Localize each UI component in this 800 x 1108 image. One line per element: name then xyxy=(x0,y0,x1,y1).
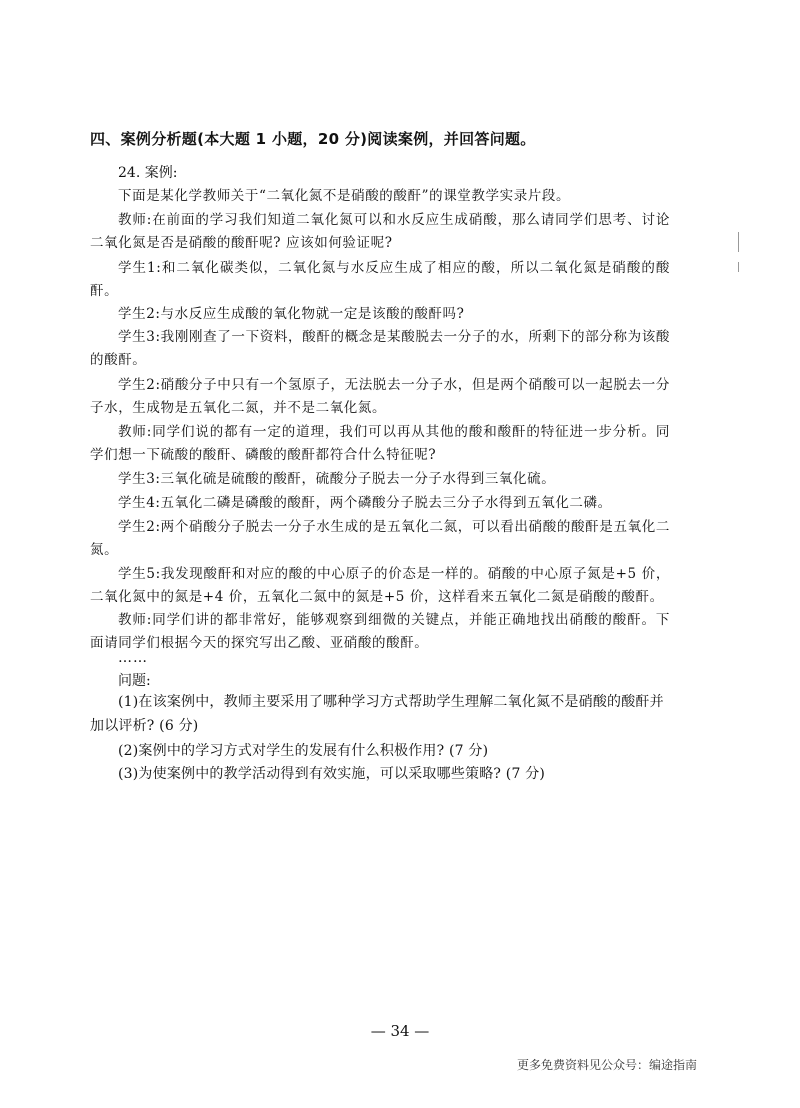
dialogue-student-4: 学生4:五氧化二磷是磷酸的酸酐，两个磷酸分子脱去三分子水得到五氧化二磷。 xyxy=(118,495,612,511)
dialogue-teacher-1: 教师:在前面的学习我们知道二氧化氮可以和水反应生成硝酸，那么请同学们思考、讨论二氧化氮是否是硝酸的酸酐呢? 应该如何验证呢? xyxy=(90,212,670,251)
dialogue-student-2b: 学生2:硝酸分子中只有一个氢原子，无法脱去一分子水，但是两个硝酸可以一起脱去一分子水，生成物是五氧化二氮，并不是二氧化氮。 xyxy=(90,377,670,416)
question-header: 24. 案例: xyxy=(118,165,178,181)
dialogue-teacher-2: 教师:同学们说的都有一定的道理，我们可以再从其他的酸和酸酐的特征进一步分析。同学们想一下硫酸的酸酐、磷酸的酸酐都符合什么特征呢? xyxy=(90,424,670,463)
section-title: 四、案例分析题(本大题 1 小题，20 分)阅读案例，并回答问题。 xyxy=(90,130,536,148)
dialogue-student-1: 学生1:和二氧化碳类似，二氧化氮与水反应生成了相应的酸，所以二氧化氮是硝酸的酸酐。 xyxy=(90,260,670,299)
case-intro: 下面是某化学教师关于“二氧化氮不是硝酸的酸酐”的课堂教学实录片段。 xyxy=(118,188,571,204)
ellipsis: …… xyxy=(118,650,148,666)
question-item-1: (1)在该案例中，教师主要采用了哪种学习方式帮助学生理解二氧化氮不是硝酸的酸酐并加以评析? (6 分) xyxy=(90,694,664,734)
dialogue-student-3a: 学生3:我刚刚查了一下资料，酸酐的概念是某酸脱去一分子的水，所剩下的部分称为该酸的酸酐。 xyxy=(90,329,670,368)
dialogue-student-5: 学生5:我发现酸酐和对应的酸的中心原子的价态是一样的。硝酸的中心原子氮是+5 价，二氧化氮中的氮是+4 价，五氧化二氮中的氮是+5 价，这样看来五氧化二氮是硝酸的酸酐。 xyxy=(90,566,670,605)
dialogue-student-2a: 学生2:与水反应生成酸的氧化物就一定是该酸的酸酐吗? xyxy=(118,306,465,322)
page-number: — 34 — xyxy=(370,1022,430,1040)
dialogue-student-2c: 学生2:两个硝酸分子脱去一分子水生成的是五氧化二氮，可以看出硝酸的酸酐是五氧化二氮。 xyxy=(90,519,670,558)
question-item-3: (3)为使案例中的教学活动得到有效实施，可以采取哪些策略? (7 分) xyxy=(118,766,546,782)
footer-note: 更多免费资料见公众号：编途指南 xyxy=(516,1058,697,1072)
dialogue-teacher-3: 教师:同学们讲的都非常好，能够观察到细微的关键点，并能正确地找出硝酸的酸酐。下面请同学们根据今天的探究写出乙酸、亚硝酸的酸酐。 xyxy=(90,612,670,651)
scan-edge-mark xyxy=(738,232,739,252)
questions-label: 问题: xyxy=(118,673,151,689)
question-item-2: (2)案例中的学习方式对学生的发展有什么积极作用? (7 分) xyxy=(118,743,489,759)
dialogue-student-3b: 学生3:三氧化硫是硫酸的酸酐，硫酸分子脱去一分子水得到三氧化硫。 xyxy=(118,471,556,487)
scan-edge-mark xyxy=(738,262,739,272)
